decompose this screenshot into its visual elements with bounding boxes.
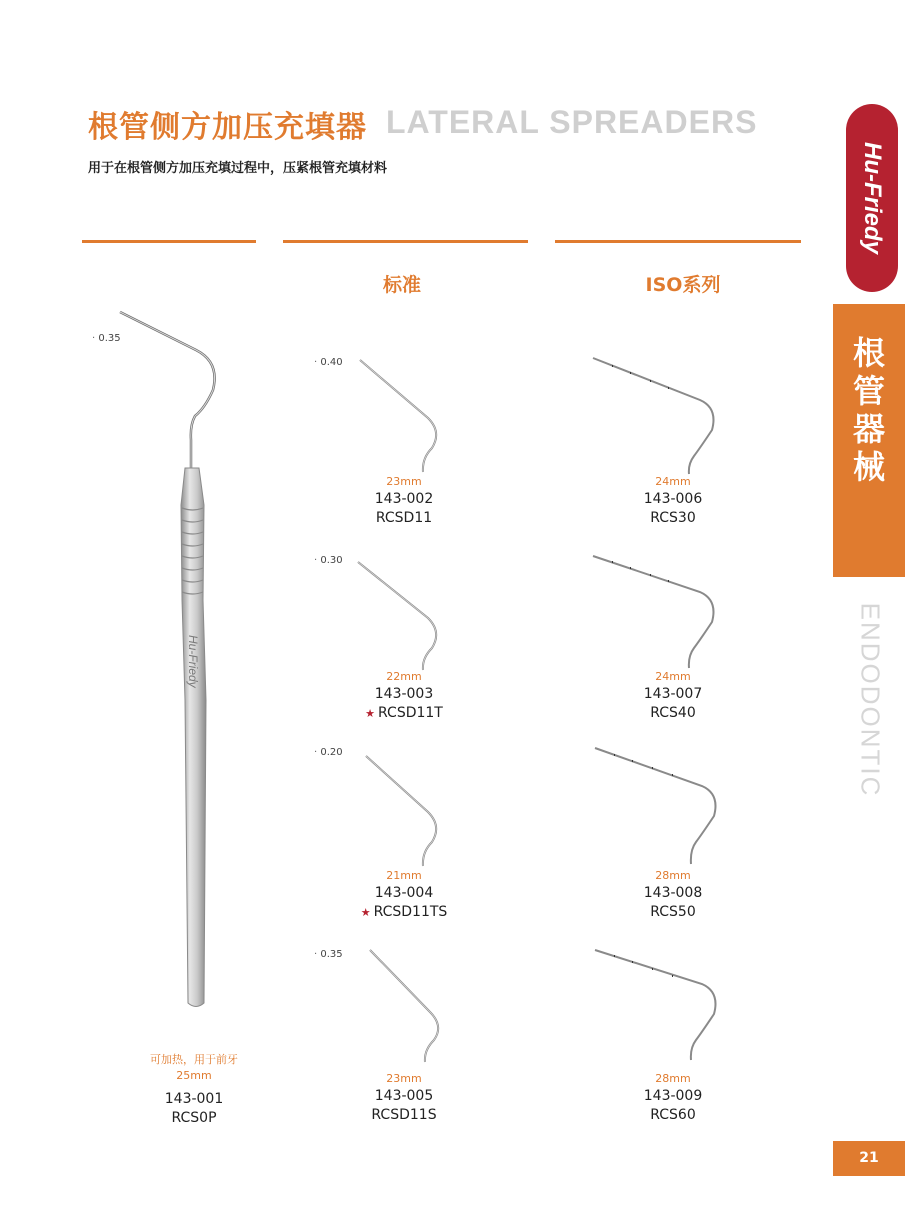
iso-item-4: [593, 1071, 753, 1125]
item-length: 28mm: [655, 1072, 691, 1085]
featured-model: RCS0P: [171, 1110, 217, 1126]
item-model: RCS60: [650, 1107, 696, 1123]
standard-item-2: [324, 669, 484, 723]
item-length: 24mm: [655, 670, 691, 683]
featured-size: · 0.35: [92, 333, 121, 344]
item-length: 23mm: [386, 475, 422, 488]
iso-item-1: [593, 474, 753, 528]
iso-item-2: [593, 669, 753, 723]
column-heading-standard: 标准: [382, 274, 421, 296]
featured-length: 25mm: [176, 1069, 212, 1082]
item-model: RCS50: [650, 904, 696, 920]
item-code: 143-003: [374, 686, 434, 702]
page-subtitle: 用于在根管侧方加压充填过程中，压紧根管充填材料: [88, 161, 388, 176]
item-length: 28mm: [655, 869, 691, 882]
item-code: 143-005: [374, 1088, 434, 1104]
handle-engraving: Hu-Friedy: [186, 635, 200, 688]
standard-size-4: · 0.35: [314, 949, 343, 960]
item-code: 143-008: [643, 885, 703, 901]
column-heading-iso: ISO系列: [645, 274, 721, 296]
item-model: ★ RCSD11TS: [360, 904, 448, 920]
standard-size-2: · 0.30: [314, 555, 343, 566]
item-model: RCS40: [650, 705, 696, 721]
item-length: 24mm: [655, 475, 691, 488]
item-code: 143-007: [643, 686, 703, 702]
item-length: 23mm: [386, 1072, 422, 1085]
standard-size-3: · 0.20: [314, 747, 343, 758]
item-model: ★ RCSD11T: [365, 705, 443, 721]
brand-logo-text: Hu-Friedy: [859, 141, 886, 255]
category-label-cn: 根管器械: [852, 334, 885, 486]
item-code: 143-009: [643, 1088, 703, 1104]
star-icon: ★: [360, 906, 371, 919]
item-model: RCS30: [650, 510, 696, 526]
item-code: 143-002: [374, 491, 434, 507]
featured-code: 143-001: [164, 1091, 224, 1107]
standard-size-1: · 0.40: [314, 357, 343, 368]
item-code: 143-004: [374, 885, 434, 901]
iso-item-3: [593, 868, 753, 922]
item-code: 143-006: [643, 491, 703, 507]
page-title-en: LATERAL SPREADERS: [386, 104, 758, 140]
standard-item-1: [324, 474, 484, 528]
star-icon: ★: [365, 707, 376, 720]
page-title-cn: 根管侧方加压充填器: [88, 110, 367, 145]
standard-item-3: [324, 868, 484, 922]
standard-item-4: [324, 1071, 484, 1125]
item-length: 21mm: [386, 869, 422, 882]
page-number: 21: [833, 1141, 905, 1176]
featured-item: [114, 1052, 274, 1128]
item-model: RCSD11S: [371, 1107, 437, 1123]
item-model: RCSD11: [375, 510, 433, 526]
item-length: 22mm: [386, 670, 422, 683]
category-label-en: ENDODONTIC: [855, 602, 886, 798]
featured-note: 可加热，用于前牙: [150, 1053, 238, 1066]
